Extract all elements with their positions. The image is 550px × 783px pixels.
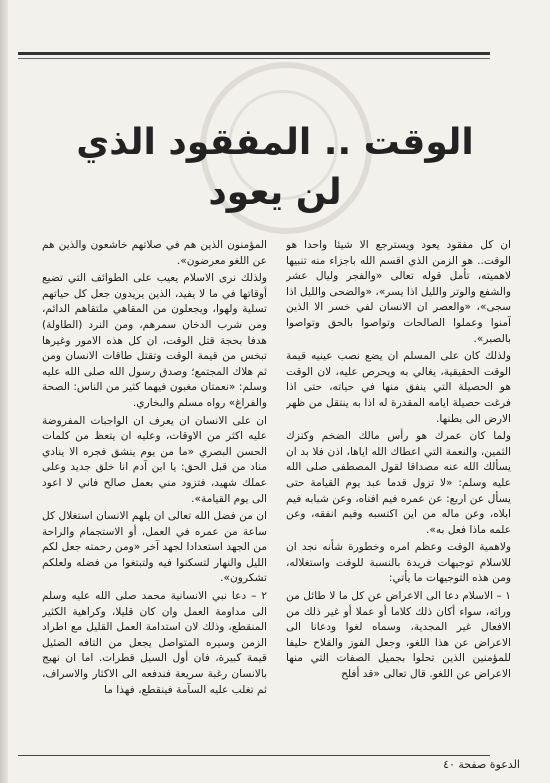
article-column-right <box>286 238 511 738</box>
paragraph: ولما كان عمرك هو رأس مالك الضخم وكنزك الثمين، والنعمة التي اعطاك الله اياها، اذن فلا بد ان يسألك الله عنه مصداقا لقول المصطفى صلى الله عليه وسلم: «لا تزول قدما عبد يوم القيامة حتى يسأل عن اربع: عن عمره فيم افناه، وعن شبابه فيم ابلاه، وعن ماله من اين اكتسبه وفيم انفقه، وعن علمه ماذا فعل به». <box>286 430 511 536</box>
paragraph: ولذلك نرى الاسلام يعيب على الطوائف التي تضيع أوقاتها في ما لا يفيد، الذين يريدون جعل كل حياتهم تسلية ولهوا، ويجعلون من المقاهي ملتقاهم الدائم، ومن شرب الدخان سمرهم، ومن النرد (الطاولة) هدفا بحجة قتل الوقت، ان كل هذه الامور وغيرها تبخس من قيمة الوقت وتقتل طاقات الانسان ومن ثم هلاك المجتمع؛ وصدق رسول الله صلى الله عليه وسلم: «نعمتان مغبون فيهما كثير من الناس: الصحة والفراغ» رواه مسلم والبخاري. <box>42 272 267 409</box>
paragraph: ان على الانسان ان يعرف ان الواجبات المفروضة عليه اكثر من الاوقات، وعليه ان يتعظ من كلمات الحسن البصري «ما من يوم ينشق فجره الا ينادي مناد من قبل الحق: يا ابن آدم انا خلق جديد وعلى عملك شهيد، فتزود مني بعمل صالح فاني لا اعود الى يوم القيامة». <box>42 414 267 505</box>
paragraph: ان من فضل الله تعالى ان يلهم الانسان استغلال كل ساعة من عمره في العمل، أو الاستجمام والراحة من الجهد استعدادا لجهد آخر «ومن رحمته جعل لكم الليل والنهار لتسكنوا فيه ولتبتغوا من فضله ولعلكم تشكرون». <box>42 510 267 585</box>
paragraph: ١ – الاسلام دعا الى الاعراض عن كل ما لا طائل من ورائه، سواء أكان ذلك كلاما أو عملا أو غير ذلك من الافعال غير المجدية، وسماه لغوا ودعانا الى الاعراض عن هذا اللغو، وجعل الفوز والفلاح حليفا للمؤمنين الذين تحلوا بجميل الصفات التي منها الاعراض عن اللغو. قال تعالى «قد أفلح <box>286 590 511 681</box>
paragraph: ٢ – دعا نبي الانسانية محمد صلى الله عليه وسلم الى مداومة العمل وان كان قليلا، وكراهية الكثير المنقطع، وذلك لان استدامة العمل القليل مع اطراد الزمن وسيره المتواصل يجعل من التافه الضئيل قيمة كبيرة، فان أول السيل قطرات. اما ان نهيج بالانسان رغبة سريعة فندفعه الى الاكثار والاسراف، ثم تغلب عليه السآمة فينقطع، فهذا ما <box>42 590 267 696</box>
page-footer: الدعوة صفحة ٤٠ <box>443 758 520 771</box>
footer-rule <box>18 755 490 756</box>
paragraph: ولاهمية الوقت وعظم امره وخطورة شأنه نجد ان للاسلام توجيهات فريدة بالنسبة للوقت واستغلاله، ومن هذه التوجيهات ما يأتي: <box>286 541 511 585</box>
paragraph: ولذلك كان على المسلم ان يضع نصب عينيه قيمة الوقت الحقيقية، يغالي به ويحرص عليه، لان الوقت هو الحصيلة التي ينفق منها في حياته، حتى اذا فرغت حصيلة ايامه المقدرة له اذا به ينتقل من ظهر الارض الى بطنها. <box>286 350 511 425</box>
header-rule-thin <box>18 58 490 59</box>
page-edge-shadow <box>0 0 8 783</box>
article-headline: الوقت .. المفقود الذي لن يعود <box>76 122 474 213</box>
header-rule <box>18 52 490 55</box>
paragraph: ان كل مفقود يعود ويسترجع الا شيئا واحدا هو الوقت.. هو الزمن الذي اقسم الله باجزاء منه تنبيها لاهميته، تأمل قوله تعالى «والفجر وليال عشر والشفع والوتر والليل اذا يسر»، «والضحى والليل اذا سجى»، «والعصر ان الانسان لفي خسر الا الذين آمنوا وعملوا الصالحات وتواصوا بالحق وتواصوا بالصبر». <box>286 239 511 345</box>
article-column-left <box>42 238 267 738</box>
paragraph: المؤمنون الذين هم في صلاتهم خاشعون والذين هم عن اللغو معرضون». <box>42 239 267 267</box>
